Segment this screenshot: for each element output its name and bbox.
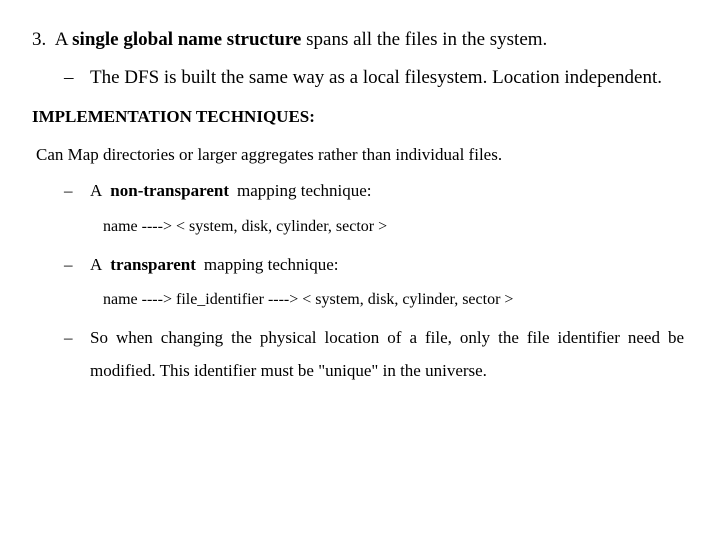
point-bold-term: single global name structure xyxy=(72,29,302,50)
dash-bullet: – xyxy=(64,255,73,274)
dash-bullet: – xyxy=(64,181,73,200)
dash-bullet: – xyxy=(64,67,74,88)
point-3 xyxy=(32,30,547,49)
item-line-1: So when changing the physical location of a file, only the file identifier need be xyxy=(90,328,684,347)
point-3-subbullet xyxy=(64,68,662,87)
item-bold-term: non-transparent xyxy=(110,181,229,200)
dash-bullet: – xyxy=(64,328,73,347)
point-text-before: A xyxy=(54,29,68,50)
subbullet-text: The DFS is built the same way as a local filesystem. Location independent. xyxy=(90,67,662,88)
item-text-after: mapping technique: xyxy=(203,255,339,274)
point-text-after: spans all the files in the system. xyxy=(306,29,548,50)
item-transparent xyxy=(64,256,338,273)
item-text-after: mapping technique: xyxy=(236,181,372,200)
item-transparent-detail: name ----> file_identifier ----> < system, disk, cylinder, sector > xyxy=(103,291,514,308)
item-non-transparent xyxy=(64,182,372,199)
intro-text: Can Map directories or larger aggregates rather than individual files. xyxy=(36,145,503,164)
item-bold-term: transparent xyxy=(110,255,196,274)
item-text-before: A xyxy=(90,255,103,274)
item-physical-location xyxy=(64,329,684,346)
item-physical-location-continued: modified. This identifier must be "unique" in the universe. xyxy=(90,361,487,380)
point-number: 3. xyxy=(32,29,47,50)
item-non-transparent-detail: name ----> < system, disk, cylinder, sector > xyxy=(103,218,388,235)
item-text-before: A xyxy=(90,181,103,200)
section-heading: IMPLEMENTATION TECHNIQUES: xyxy=(32,107,315,126)
